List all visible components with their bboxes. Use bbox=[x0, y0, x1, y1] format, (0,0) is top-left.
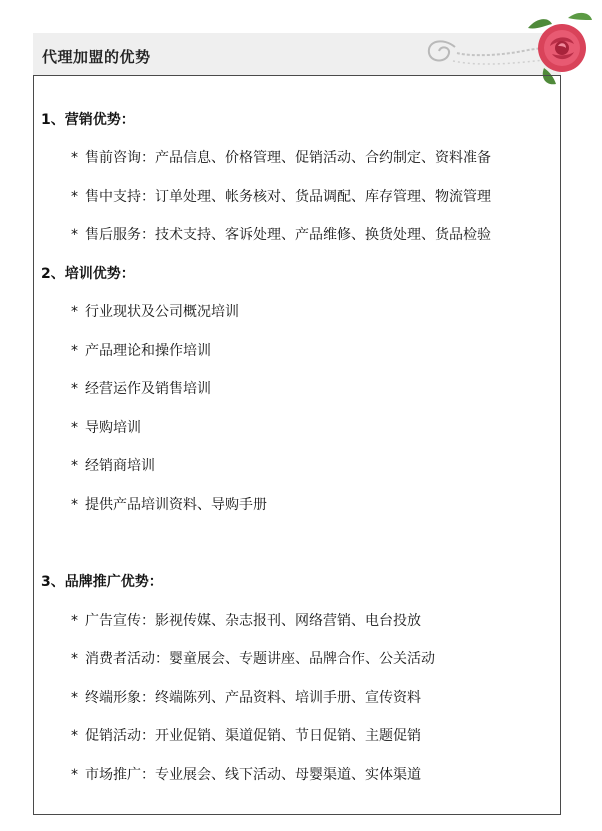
bullet-marker: * bbox=[71, 497, 78, 513]
list-item-text: 市场推广：专业展会、线下活动、母婴渠道、实体渠道 bbox=[85, 767, 421, 783]
bullet-marker: * bbox=[71, 227, 78, 243]
section-heading-marketing: 1、营销优势： bbox=[41, 112, 135, 128]
list-item bbox=[71, 455, 155, 475]
list-item bbox=[71, 687, 421, 707]
bullet-marker: * bbox=[71, 690, 78, 706]
header-bar bbox=[33, 33, 561, 75]
list-item bbox=[71, 186, 491, 206]
list-item-text: 导购培训 bbox=[85, 420, 141, 436]
list-item-text: 促销活动：开业促销、渠道促销、节日促销、主题促销 bbox=[85, 728, 421, 744]
bullet-marker: * bbox=[71, 189, 78, 205]
bullet-marker: * bbox=[71, 343, 78, 359]
bullet-marker: * bbox=[71, 728, 78, 744]
bullet-marker: * bbox=[71, 767, 78, 783]
list-item-text: 终端形象：终端陈列、产品资料、培训手册、宣传资料 bbox=[85, 690, 421, 706]
bullet-marker: * bbox=[71, 458, 78, 474]
list-item bbox=[71, 378, 211, 398]
bullet-marker: * bbox=[71, 150, 78, 166]
list-item-text: 提供产品培训资料、导购手册 bbox=[85, 497, 267, 513]
list-item-text: 广告宣传：影视传媒、杂志报刊、网络营销、电台投放 bbox=[85, 613, 421, 629]
list-item bbox=[71, 301, 239, 321]
list-item bbox=[71, 610, 421, 630]
list-item bbox=[71, 494, 267, 514]
page-title: 代理加盟的优势 bbox=[42, 48, 151, 66]
list-item bbox=[71, 340, 211, 360]
list-item-text: 售前咨询：产品信息、价格管理、促销活动、合约制定、资料准备 bbox=[85, 150, 491, 166]
list-item-text: 售后服务：技术支持、客诉处理、产品维修、换货处理、货品检验 bbox=[85, 227, 491, 243]
content-box bbox=[33, 75, 561, 815]
list-item-text: 经销商培训 bbox=[85, 458, 155, 474]
list-item bbox=[71, 417, 141, 437]
list-item-text: 行业现状及公司概况培训 bbox=[85, 304, 239, 320]
list-item bbox=[71, 147, 491, 167]
list-item bbox=[71, 764, 421, 784]
list-item bbox=[71, 648, 435, 668]
section-heading-brand: 3、品牌推广优势： bbox=[41, 574, 163, 590]
section-heading-training: 2、培训优势： bbox=[41, 266, 135, 282]
list-item bbox=[71, 224, 491, 244]
bullet-marker: * bbox=[71, 420, 78, 436]
list-item-text: 产品理论和操作培训 bbox=[85, 343, 211, 359]
bullet-marker: * bbox=[71, 651, 78, 667]
list-item-text: 售中支持：订单处理、帐务核对、货品调配、库存管理、物流管理 bbox=[85, 189, 491, 205]
list-item-text: 经营运作及销售培训 bbox=[85, 381, 211, 397]
bullet-marker: * bbox=[71, 304, 78, 320]
bullet-marker: * bbox=[71, 613, 78, 629]
bullet-marker: * bbox=[71, 381, 78, 397]
list-item-text: 消费者活动：婴童展会、专题讲座、品牌合作、公关活动 bbox=[85, 651, 435, 667]
list-item bbox=[71, 725, 421, 745]
